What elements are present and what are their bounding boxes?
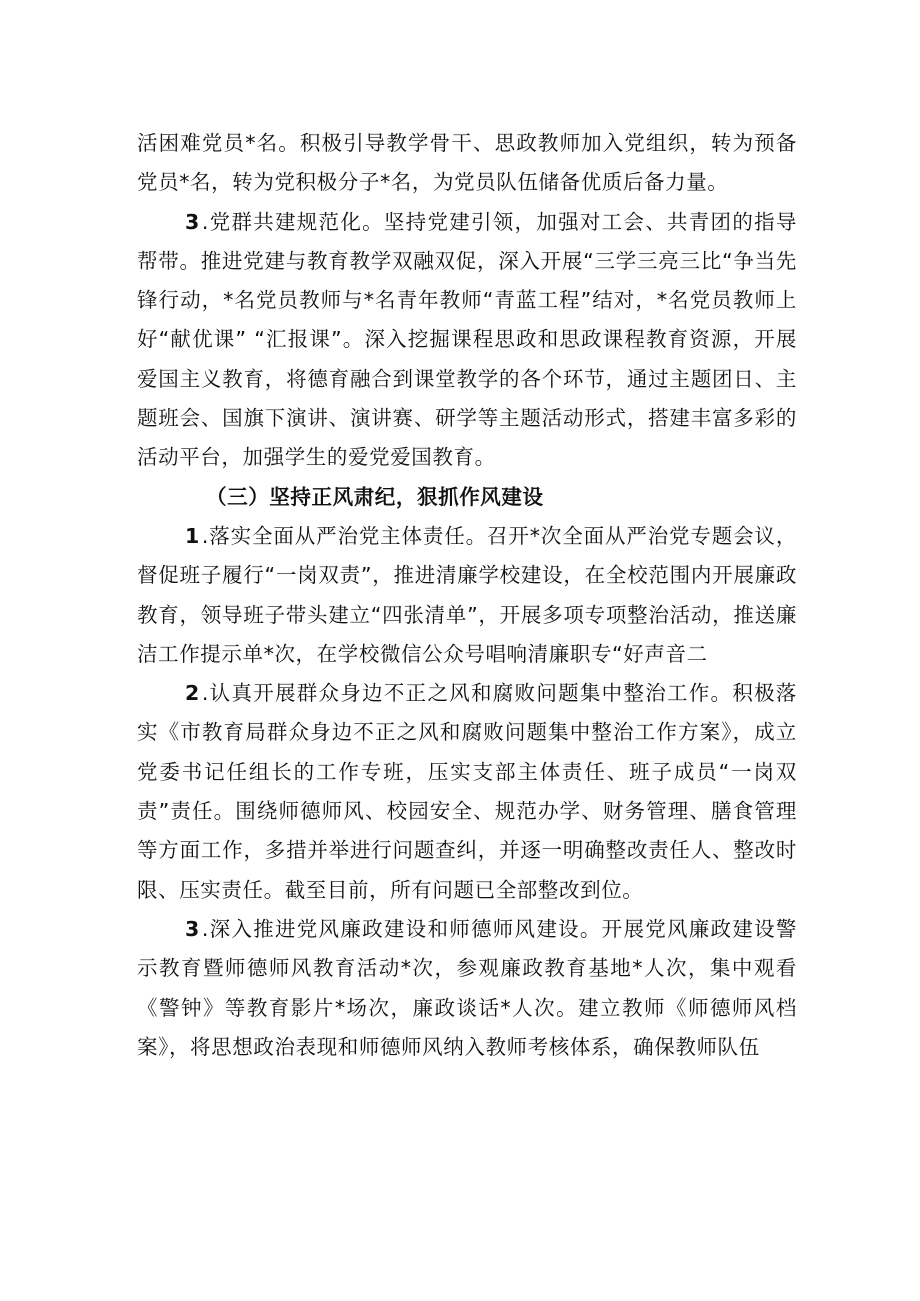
paragraph-party-mass-building: [137, 203, 797, 478]
paragraph-strict-governance: [137, 517, 797, 674]
paragraph-text: 活困难党员*名。积极引导教学骨干、思政教师加入党组织，转为预备党员*名，转为党积极分子*名，为党员队伍储备优质后备力量。: [137, 131, 797, 195]
item-number: 2: [185, 681, 200, 706]
section-heading-text: （三）坚持正风肃纪，狠抓作风建设: [206, 484, 544, 509]
paragraph-text: .党群共建规范化。坚持党建引领，加强对工会、共青团的指导帮带。推进党建与教育教学双融双促，深入开展“三学三亮三比“争当先锋行动，*名党员教师与*名青年教师“青蓝工程”结对，*名党员教师上好“献优课” “汇报课”。深入挖掘课程思政和思政课程教育资源，开展爱国主义教育，将德育融合到课堂教学的各个环节，通过主题团日、主题班会、国旗下演讲、演讲赛、研学等主题活动形式，搭建丰富多彩的活动平台，加强学生的爱党爱国教育。: [137, 209, 797, 470]
document-body: [137, 124, 797, 1067]
paragraph-rectification-work: [137, 674, 797, 910]
item-number: 1: [185, 523, 200, 548]
item-number: 3: [185, 209, 200, 234]
paragraph-text: .落实全面从严治党主体责任。召开*次全面从严治党专题会议，督促班子履行“一岗双责”，推进清廉学校建设，在全校范围内开展廉政教育，领导班子带头建立“四张清单”，开展多项专项整治活动，推送廉洁工作提示单*次，在学校微信公众号唱响清廉职专“好声音二: [137, 523, 797, 666]
item-number: 3: [185, 916, 200, 941]
paragraph-text: .深入推进党风廉政建设和师德师风建设。开展党风廉政建设警示教育暨师德师风教育活动*次，参观廉政教育基地*人次，集中观看《警钟》等教育影片*场次，廉政谈话*人次。建立教师《师德师风档案》，将思想政治表现和师德师风纳入教师考核体系，确保教师队伍: [137, 916, 797, 1059]
paragraph-continuation: [137, 124, 797, 203]
paragraph-text: .认真开展群众身边不正之风和腐败问题集中整治工作。积极落实《市教育局群众身边不正之风和腐败问题集中整治工作方案》，成立党委书记任组长的工作专班，压实支部主体责任、班子成员“一岗双责”责任。围绕师德师风、校园安全、规范办学、财务管理、膳食管理等方面工作，多措并举进行问题查纠，并逐一明确整改责任人、整改时限、压实责任。截至目前，所有问题已全部整改到位。: [137, 681, 797, 902]
paragraph-integrity-ethics: [137, 910, 797, 1067]
section-heading: [137, 478, 797, 517]
